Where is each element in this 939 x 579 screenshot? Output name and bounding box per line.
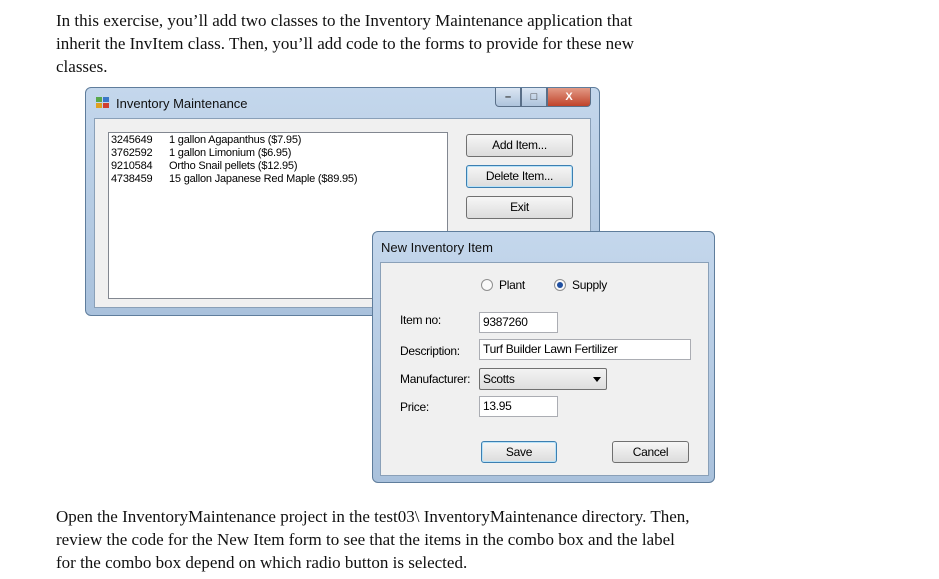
- description-field[interactable]: Turf Builder Lawn Fertilizer: [479, 339, 691, 360]
- outro-paragraph: [56, 505, 690, 574]
- exit-button[interactable]: Exit: [466, 196, 573, 219]
- app-icon: [96, 97, 110, 109]
- item-number: 3762592: [111, 147, 153, 159]
- item-description: Ortho Snail pellets ($12.95): [169, 160, 298, 172]
- window-title: Inventory Maintenance: [116, 96, 248, 111]
- item-number: 4738459: [111, 173, 153, 185]
- plant-radio-label[interactable]: Plant: [499, 278, 525, 292]
- item-description: 1 gallon Agapanthus ($7.95): [169, 134, 302, 146]
- list-item[interactable]: [111, 173, 445, 186]
- new-inventory-item-window: [372, 231, 715, 483]
- manufacturer-label: Manufacturer:: [400, 372, 471, 386]
- maximize-icon[interactable]: □: [521, 88, 547, 107]
- list-item[interactable]: [111, 160, 445, 173]
- radio-selected-dot: [557, 282, 563, 288]
- intro-paragraph: [56, 9, 634, 78]
- add-item-button[interactable]: Add Item...: [466, 134, 573, 157]
- window-title: New Inventory Item: [381, 240, 493, 255]
- manufacturer-combo[interactable]: [479, 368, 607, 390]
- price-field[interactable]: 13.95: [479, 396, 558, 417]
- item-no-label: Item no:: [400, 313, 441, 327]
- item-no-field[interactable]: 9387260: [479, 312, 558, 333]
- close-icon[interactable]: X: [547, 88, 591, 107]
- intro-line: In this exercise, you’ll add two classes to the Inventory Maintenance application that: [56, 11, 633, 30]
- list-item[interactable]: [111, 147, 445, 160]
- item-description: 15 gallon Japanese Red Maple ($89.95): [169, 173, 358, 185]
- list-item[interactable]: [111, 134, 445, 147]
- outro-line: Open the InventoryMaintenance project in the test03\ InventoryMaintenance directory. Then,: [56, 507, 690, 526]
- item-number: 3245649: [111, 134, 153, 146]
- outro-line: for the combo box depend on which radio button is selected.: [56, 553, 468, 572]
- window-controls: [495, 88, 591, 108]
- minimize-icon[interactable]: –: [495, 88, 521, 107]
- intro-line: inherit the InvItem class. Then, you’ll add code to the forms to provide for these new: [56, 34, 634, 53]
- item-number: 9210584: [111, 160, 153, 172]
- manufacturer-value: Scotts: [483, 372, 515, 386]
- cancel-button[interactable]: Cancel: [612, 441, 689, 463]
- new-item-client: [380, 262, 709, 476]
- dropdown-arrow-icon: [593, 377, 601, 382]
- item-description: 1 gallon Limonium ($6.95): [169, 147, 292, 159]
- save-button[interactable]: Save: [481, 441, 557, 463]
- supply-radio-label[interactable]: Supply: [572, 278, 607, 292]
- delete-item-button[interactable]: Delete Item...: [466, 165, 573, 188]
- plant-radio[interactable]: [481, 279, 493, 291]
- price-label: Price:: [400, 400, 429, 414]
- outro-line: review the code for the New Item form to see that the items in the combo box and the label: [56, 530, 675, 549]
- intro-line: classes.: [56, 57, 108, 76]
- description-label: Description:: [400, 344, 460, 358]
- supply-radio[interactable]: [554, 279, 566, 291]
